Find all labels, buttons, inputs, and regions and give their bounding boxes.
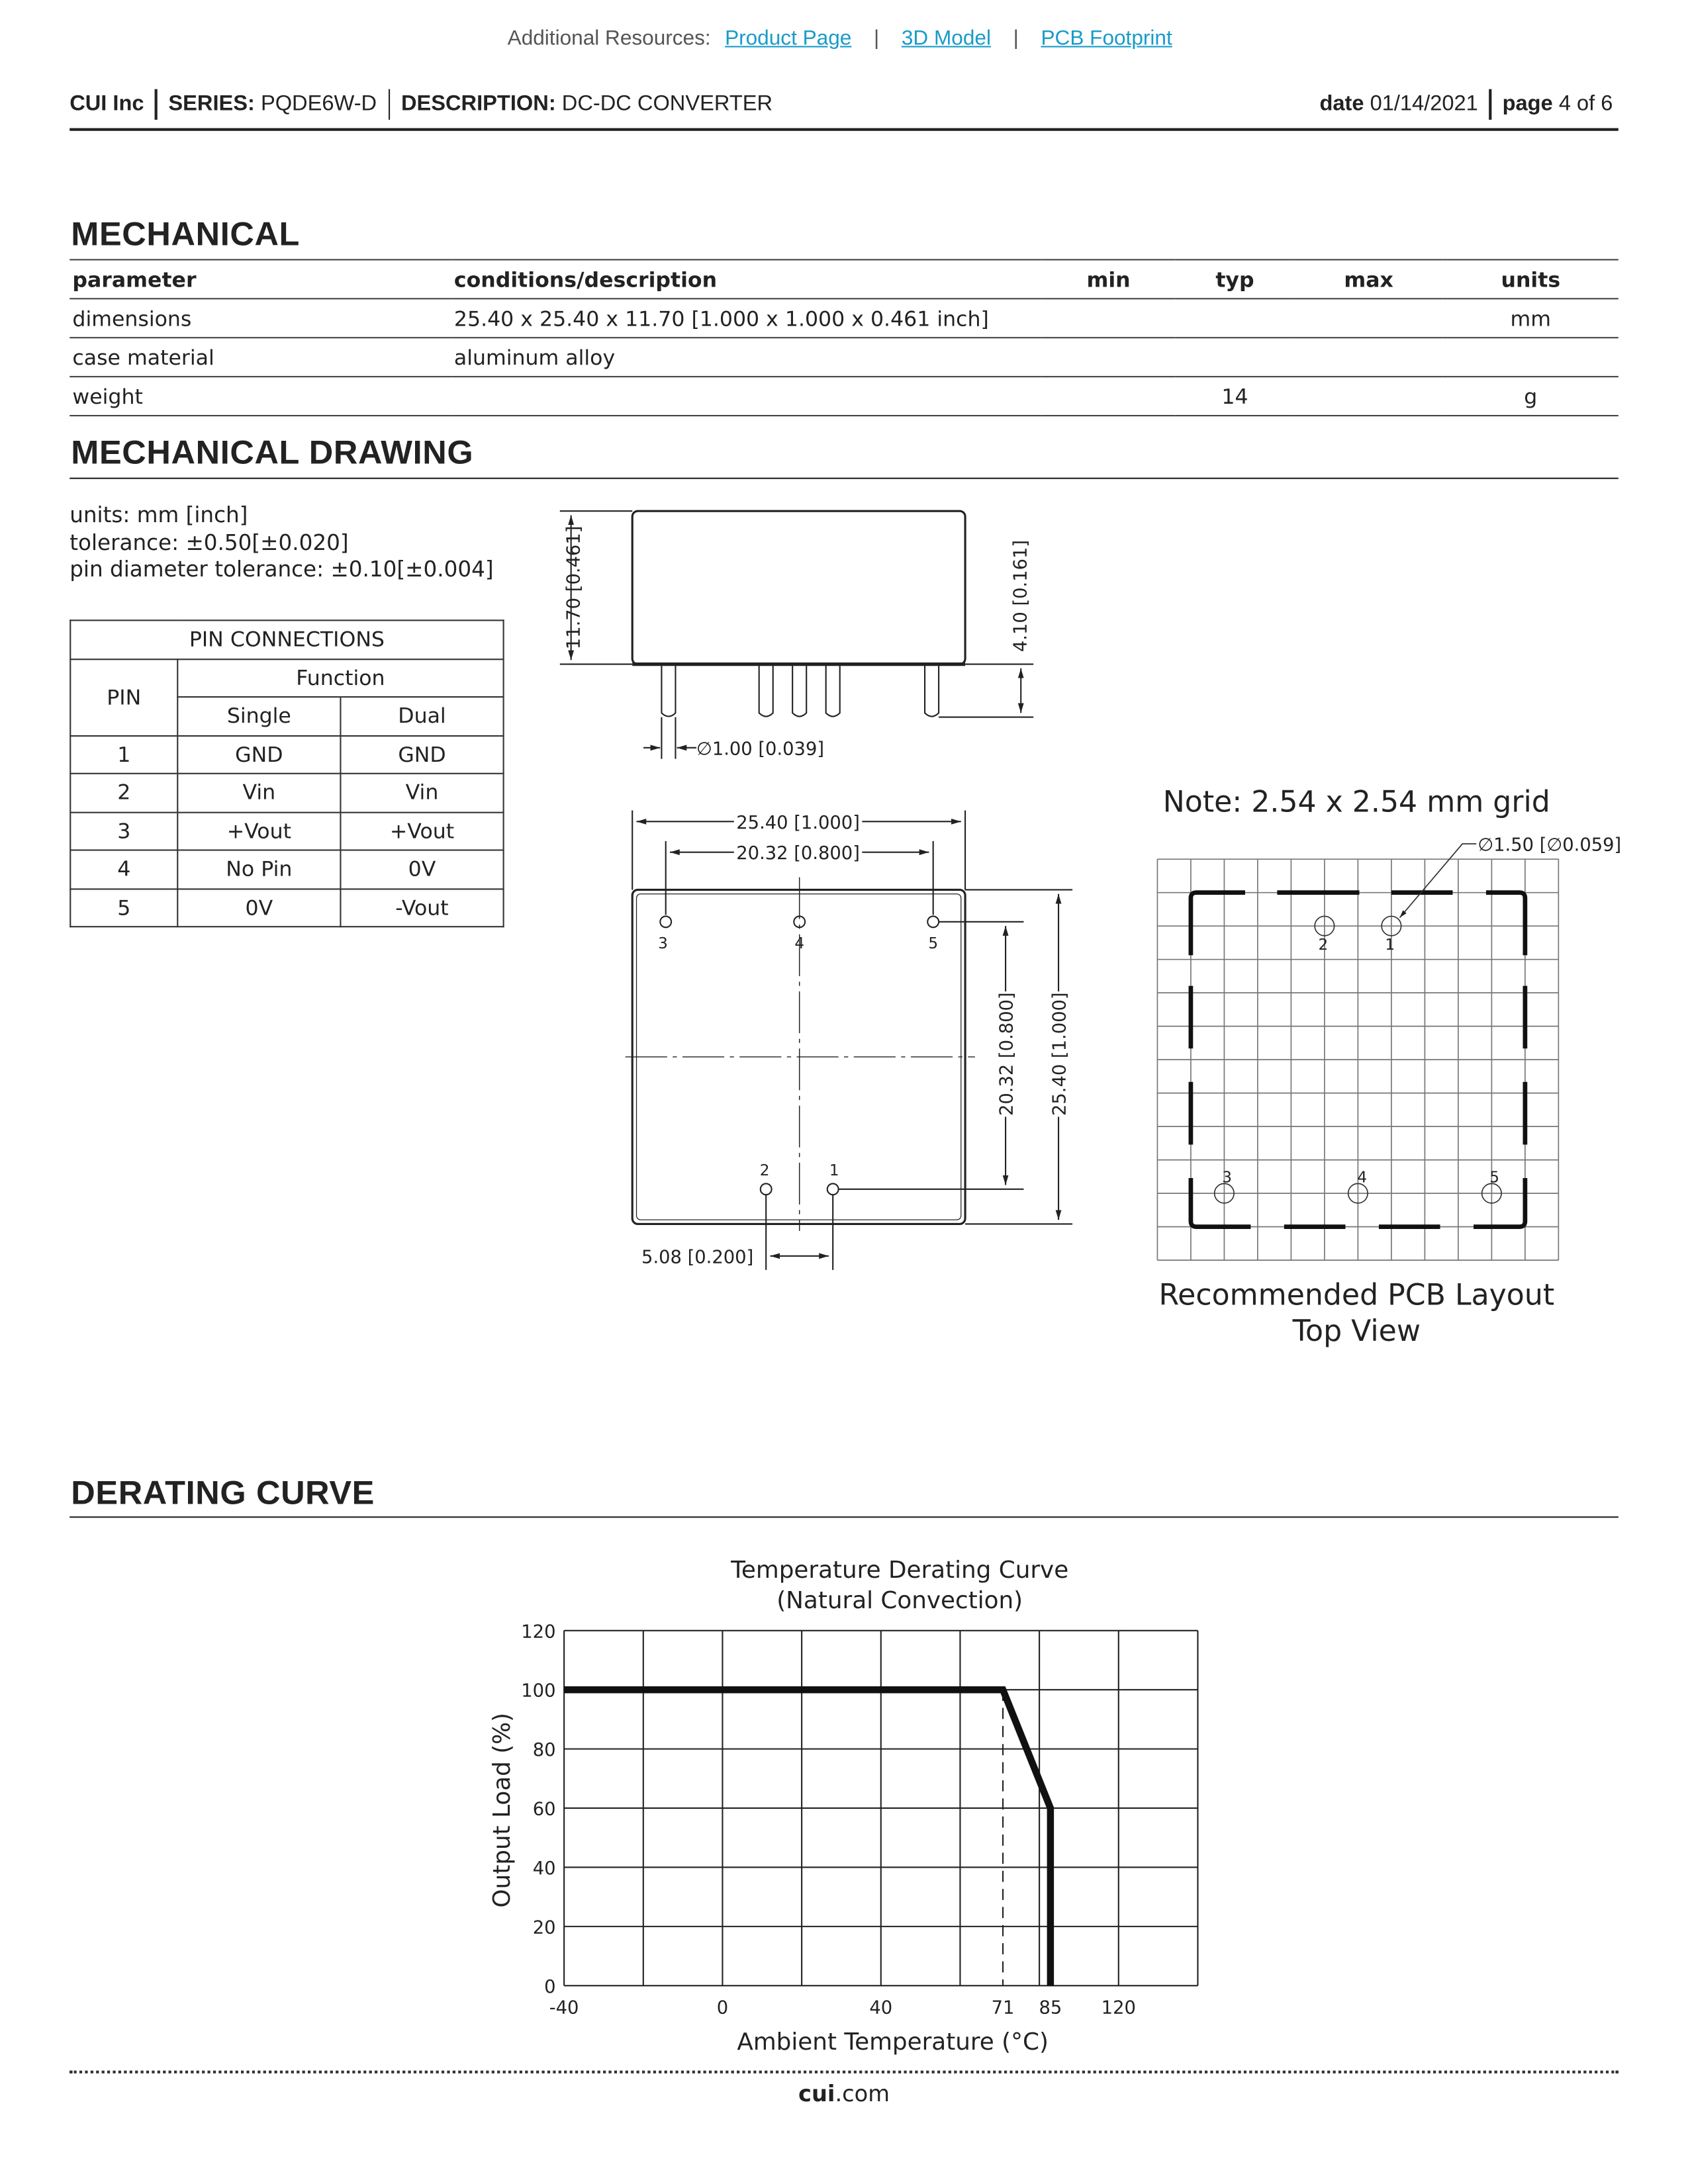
- x-axis-label: Ambient Temperature (°C): [737, 2028, 1049, 2056]
- side-view: [560, 511, 1033, 759]
- pin-dual: Vin: [340, 774, 503, 812]
- pin-label: 2: [1318, 936, 1329, 954]
- dual-header: Dual: [340, 697, 503, 735]
- resources-label: Additional Resources:: [507, 26, 711, 50]
- derating-curve: [564, 1690, 1051, 1985]
- vertical-width-dimension: 25.40 [1.000]: [1049, 992, 1070, 1116]
- pcb-grid-note: Note: 2.54 x 2.54 mm grid: [1162, 785, 1550, 819]
- derating-chart: [0, 1531, 1688, 2061]
- pin-label: 3: [658, 934, 668, 952]
- pin-label: 5: [928, 934, 939, 952]
- pcb-caption: Recommended PCB Layout: [1158, 1278, 1555, 1312]
- pcb-caption-view: Top View: [1292, 1314, 1421, 1349]
- pin-single: +Vout: [177, 812, 340, 850]
- pin-span-dimension: 20.32 [0.800]: [736, 843, 860, 864]
- section-rule: [70, 1516, 1618, 1518]
- mechanical-heading: MECHANICAL: [71, 216, 301, 253]
- x-tick-label: 40: [869, 1997, 893, 2019]
- company-name: CUI Inc: [70, 92, 144, 116]
- tolerance-note: tolerance: ±0.50[±0.020]: [70, 529, 349, 555]
- x-tick-label: 85: [1039, 1997, 1062, 2019]
- pin-label: 2: [759, 1161, 770, 1179]
- x-tick-label: 71: [991, 1997, 1015, 2019]
- width-dimension: 25.40 [1.000]: [736, 812, 860, 833]
- pcb-footprint-link[interactable]: PCB Footprint: [1041, 26, 1172, 50]
- product-page-link[interactable]: Product Page: [725, 26, 852, 50]
- pin-dual: -Vout: [340, 888, 503, 927]
- units-note: units: mm [inch]: [70, 502, 248, 528]
- pin-single: GND: [177, 735, 340, 774]
- pin-single: Vin: [177, 774, 340, 812]
- y-axis-label: Output Load (%): [489, 1712, 516, 1908]
- cell-units: mm: [1443, 298, 1618, 338]
- cell-units: g: [1443, 377, 1618, 416]
- pin-label: 5: [1489, 1169, 1499, 1187]
- pin-label: 1: [829, 1161, 839, 1179]
- page-label: page: [1502, 92, 1553, 116]
- pin-label: 1: [1385, 936, 1395, 954]
- col-min: min: [1042, 259, 1176, 298]
- cell-parameter: dimensions: [70, 298, 451, 338]
- height-dimension: 11.70 [0.461]: [563, 525, 585, 650]
- chart-title: Temperature Derating Curve: [731, 1556, 1069, 1584]
- pin-number: 5: [70, 888, 177, 927]
- pin-diameter-dimension: ∅1.00 [0.039]: [696, 739, 825, 760]
- pin-header: PIN: [70, 659, 177, 735]
- cell-parameter: case material: [70, 338, 451, 377]
- pin-single: No Pin: [177, 850, 340, 888]
- pin-tolerance-note: pin diameter tolerance: ±0.10[±0.004]: [70, 557, 494, 582]
- col-parameter: parameter: [70, 259, 451, 298]
- pin-number: 2: [70, 774, 177, 812]
- footer-rule: [70, 2071, 1618, 2073]
- y-tick-label: 120: [521, 1621, 556, 1643]
- date-label: date: [1319, 92, 1364, 116]
- pin-length-dimension: 4.10 [0.161]: [1010, 539, 1031, 653]
- y-tick-label: 40: [532, 1858, 556, 1879]
- col-conditions: conditions/description: [451, 259, 1042, 298]
- mechanical-drawing-heading: MECHANICAL DRAWING: [71, 434, 474, 473]
- pin-label: 4: [794, 934, 805, 952]
- pin-pitch-dimension: 5.08 [0.200]: [641, 1247, 754, 1268]
- y-tick-label: 20: [532, 1917, 556, 1938]
- cell-conditions: aluminum alloy: [451, 338, 1042, 377]
- derating-heading: DERATING CURVE: [71, 1475, 375, 1512]
- page-value: 4 of 6: [1558, 92, 1613, 116]
- x-tick-label: -40: [549, 1997, 579, 2019]
- series-label: SERIES:: [168, 92, 255, 116]
- single-header: Single: [177, 697, 340, 735]
- footer-brand-name: cui: [798, 2080, 835, 2107]
- pin-dual: GND: [340, 735, 503, 774]
- x-tick-label: 120: [1101, 1997, 1136, 2019]
- 3d-model-link[interactable]: 3D Model: [901, 26, 991, 50]
- pin-label: 3: [1222, 1169, 1232, 1187]
- footer-domain: .com: [835, 2080, 890, 2107]
- footer-brand: [0, 2080, 1688, 2107]
- description-label: DESCRIPTION:: [400, 92, 556, 116]
- cell-typ: 14: [1175, 377, 1294, 416]
- cell-conditions: 25.40 x 25.40 x 11.70 [1.000 x 1.000 x 0.461 inch]: [451, 298, 1042, 338]
- vertical-pin-span-dimension: 20.32 [0.800]: [996, 992, 1017, 1116]
- pin-number: 1: [70, 735, 177, 774]
- x-tick-label: 0: [716, 1997, 729, 2019]
- pin-number: 3: [70, 812, 177, 850]
- date-value: 01/14/2021: [1370, 92, 1478, 116]
- pin-dual: +Vout: [340, 812, 503, 850]
- col-max: max: [1295, 259, 1443, 298]
- pin-dual: 0V: [340, 850, 503, 888]
- additional-resources: Additional Resources: Product Page | 3D Model | PCB Footprint: [507, 26, 1172, 50]
- function-header: Function: [177, 659, 503, 697]
- col-typ: typ: [1175, 259, 1294, 298]
- pin-number: 4: [70, 850, 177, 888]
- col-units: units: [1443, 259, 1618, 298]
- y-tick-label: 80: [532, 1740, 556, 1761]
- pin-label: 4: [1357, 1169, 1368, 1187]
- pin-table-title: PIN CONNECTIONS: [70, 620, 503, 659]
- cell-parameter: weight: [70, 377, 451, 416]
- y-tick-label: 60: [532, 1799, 556, 1820]
- description-value: DC-DC CONVERTER: [561, 92, 773, 116]
- pin-single: 0V: [177, 888, 340, 927]
- chart-subtitle: (Natural Convection): [776, 1587, 1023, 1615]
- y-tick-label: 100: [521, 1680, 556, 1702]
- pcb-hole-dimension: ∅1.50 [∅0.059]: [1477, 835, 1622, 856]
- series-value: PQDE6W-D: [260, 92, 377, 116]
- y-tick-label: 0: [544, 1976, 556, 1997]
